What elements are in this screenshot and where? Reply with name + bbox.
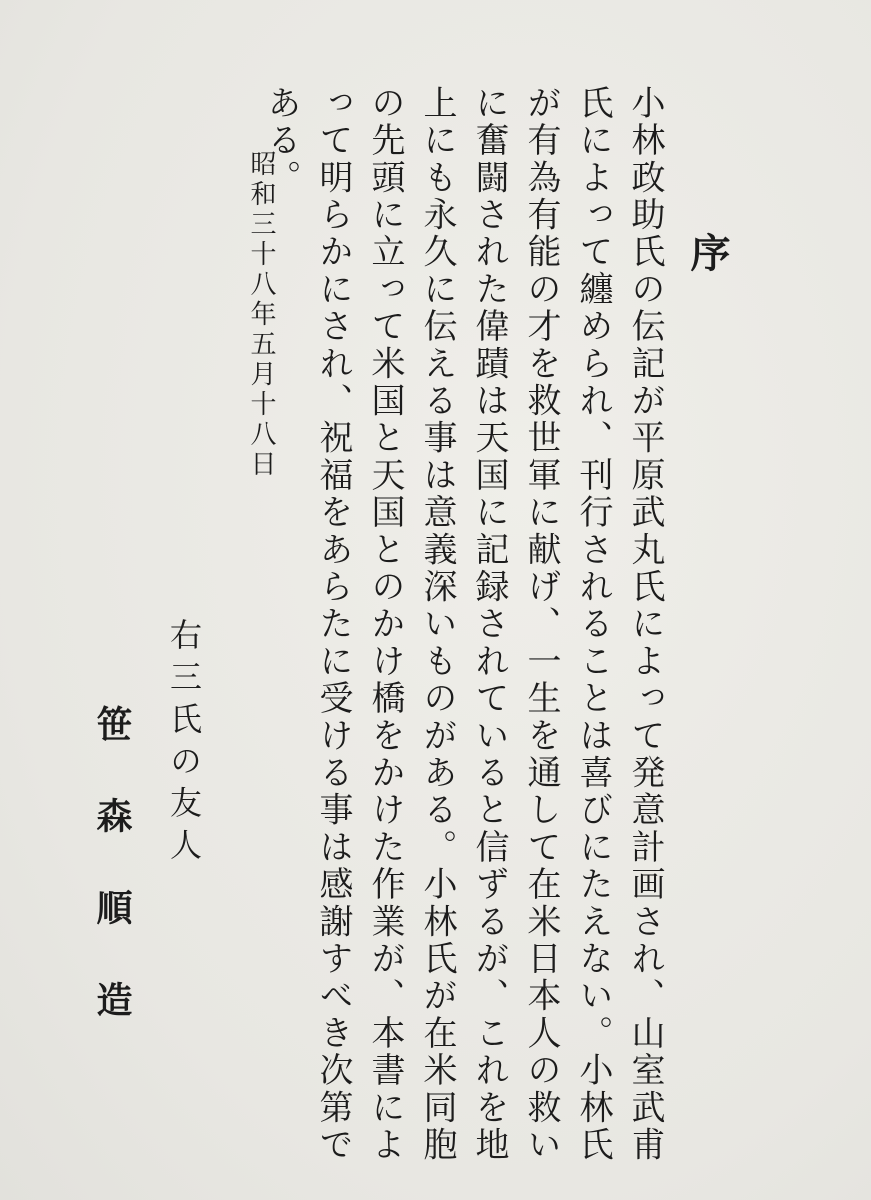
author-name: 笹森順造 [91,705,133,1073]
preface-date: 昭和三十八年五月十八日 [246,150,276,480]
author-relation: 右三氏の友人 [165,618,203,870]
preface-title: 序 [684,232,731,272]
preface-body: 小林政助氏の伝記が平原武丸氏によって発意計画され、山室武甫氏によって纏められ、刊行されることは喜びにたえない。小林氏が有為有能の才を救世軍に献げ、一生を通して在米日本人の救いに奮闘された偉蹟は天国に記録されていると信ずるが、これを地上にも永久に伝える事は意義深いものがある。小林氏が在米同胞の先頭に立って米国と天国とのかけ橋をかけた作業が、本書によって明らかにされ、祝福をあらたに受ける事は感謝すべき次第である。 [261,85,665,1164]
